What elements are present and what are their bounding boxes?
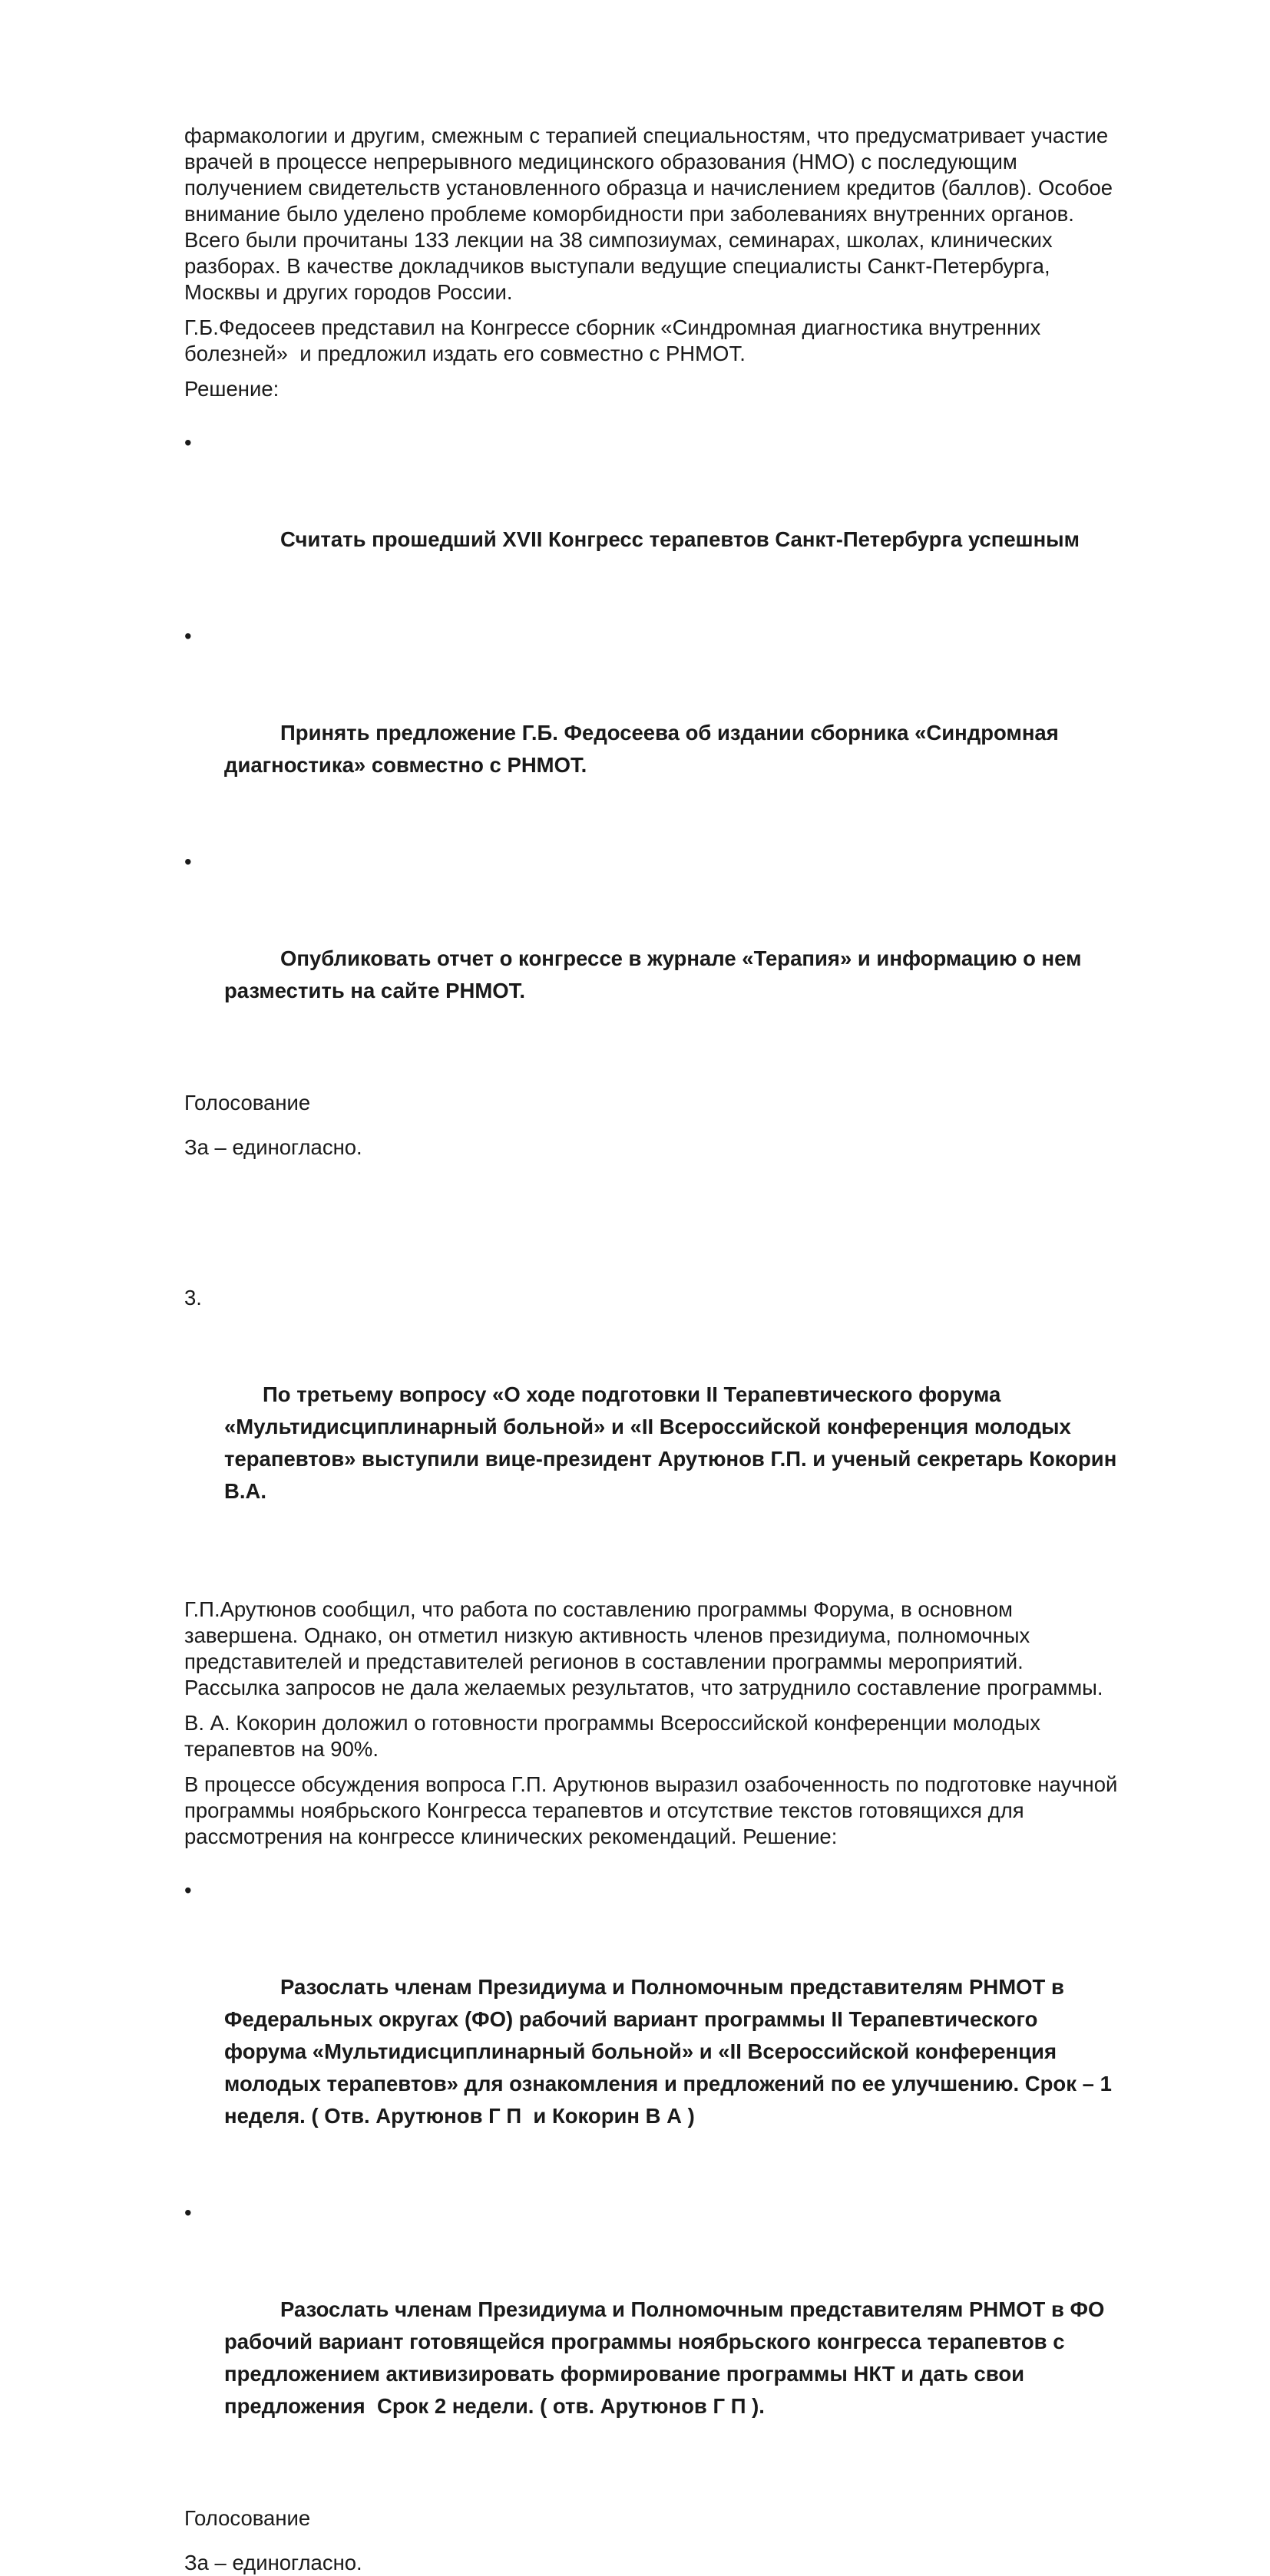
- section3-heading: [184, 1282, 1198, 1572]
- decision-item: [184, 2197, 1198, 2487]
- decision-item: [184, 1874, 1198, 2197]
- kokorin-report-paragraph: В. А. Кокорин доложил о готовности программы Всероссийской конференции молодых терапевтов на 90%.: [184, 1711, 1040, 1761]
- decision-label: Решение:: [184, 377, 279, 401]
- vote-result: За – единогласно.: [184, 2551, 362, 2574]
- discussion-paragraph: В процессе обсуждения вопроса Г.П. Арутюнов выразил озабоченность по подготовке научной программы ноябрьского Конгресса терапевтов и отсутствие текстов готовящихся для рассмотрения на конгрессе клинических рекомендаций. Решение:: [184, 1772, 1118, 1848]
- bullet-icon: •: [184, 2201, 192, 2224]
- document-page: [184, 123, 1198, 2576]
- section2-decision-list: [184, 427, 1198, 1072]
- decision-item: [184, 620, 1198, 846]
- bullet-icon: •: [184, 1878, 192, 1902]
- congress-summary-paragraph: фармакологии и другим, смежным с терапией специальностям, что предусматривает участие врачей в процессе непрерывного медицинского образования (НМО) с последующим получением свидетельств установленного образца и начислением кредитов (баллов). Особое внимание было уделено проблеме коморбидности при заболеваниях внутренних органов. Всего были прочитаны 133 лекции на 38 симпозиумах, семинарах, школах, клинических разборах. В качестве докладчиков выступали ведущие специалисты Санкт-Петербурга, Москвы и других городов России.: [184, 124, 1113, 304]
- section-title: По третьему вопросу «О ходе подготовки II Терапевтического форума «Мультидисциплинарный больной» и «II Всероссийской конференция молодых терапевтов» выступили вице-президент Арутюнов Г.П. и ученый секретарь Кокорин В.А.: [224, 1382, 1117, 1503]
- section3-decision-list: [184, 1874, 1198, 2487]
- bullet-icon: •: [184, 624, 192, 648]
- decision-item: [184, 427, 1198, 620]
- decision-text: Принять предложение Г.Б. Федосеева об издании сборника «Синдромная диагностика» совместно с РНМОТ.: [224, 721, 1059, 777]
- vote-label: Голосование: [184, 1091, 311, 1115]
- bullet-icon: •: [184, 850, 192, 874]
- decision-text: Разослать членам Президиума и Полномочным представителям РНМОТ в ФО рабочий вариант готовящейся программы ноябрьского конгресса терапевтов с предложением активизировать формирование программы НКТ и дать свои предложения Срок 2 недели. ( отв. Арутюнов Г П ).: [224, 2297, 1105, 2418]
- fedoseev-proposal-paragraph: Г.Б.Федосеев представил на Конгрессе сборник «Синдромная диагностика внутренних болезней» и предложил издать его совместно с РНМОТ.: [184, 315, 1041, 365]
- vote-label: Голосование: [184, 2506, 311, 2530]
- bullet-icon: •: [184, 431, 192, 454]
- section-number: 3.: [184, 1286, 202, 1309]
- decision-item: [184, 846, 1198, 1072]
- decision-text: Разослать членам Президиума и Полномочным представителям РНМОТ в Федеральных округах (ФО) рабочий вариант программы II Терапевтического форума «Мультидисциплинарный больной» и «II Всероссийской конференция молодых терапевтов» для ознакомления и предложений по ее улучшению. Срок – 1 неделя. ( Отв. Арутюнов Г П и Кокорин В А ): [224, 1975, 1112, 2128]
- arutyunov-report-paragraph: Г.П.Арутюнов сообщил, что работа по составлению программы Форума, в основном завершена. Однако, он отметил низкую активность членов президиума, полномочных представителей и представителей регионов в составлении программы мероприятий. Рассылка запросов не дала желаемых результатов, что затруднило составление программы.: [184, 1597, 1103, 1699]
- decision-text: Опубликовать отчет о конгрессе в журнале «Терапия» и информацию о нем разместить на сайте РНМОТ.: [224, 946, 1082, 1002]
- vote-result: За – единогласно.: [184, 1135, 362, 1159]
- decision-text: Считать прошедший XVII Конгресс терапевтов Санкт-Петербурга успешным: [280, 527, 1080, 551]
